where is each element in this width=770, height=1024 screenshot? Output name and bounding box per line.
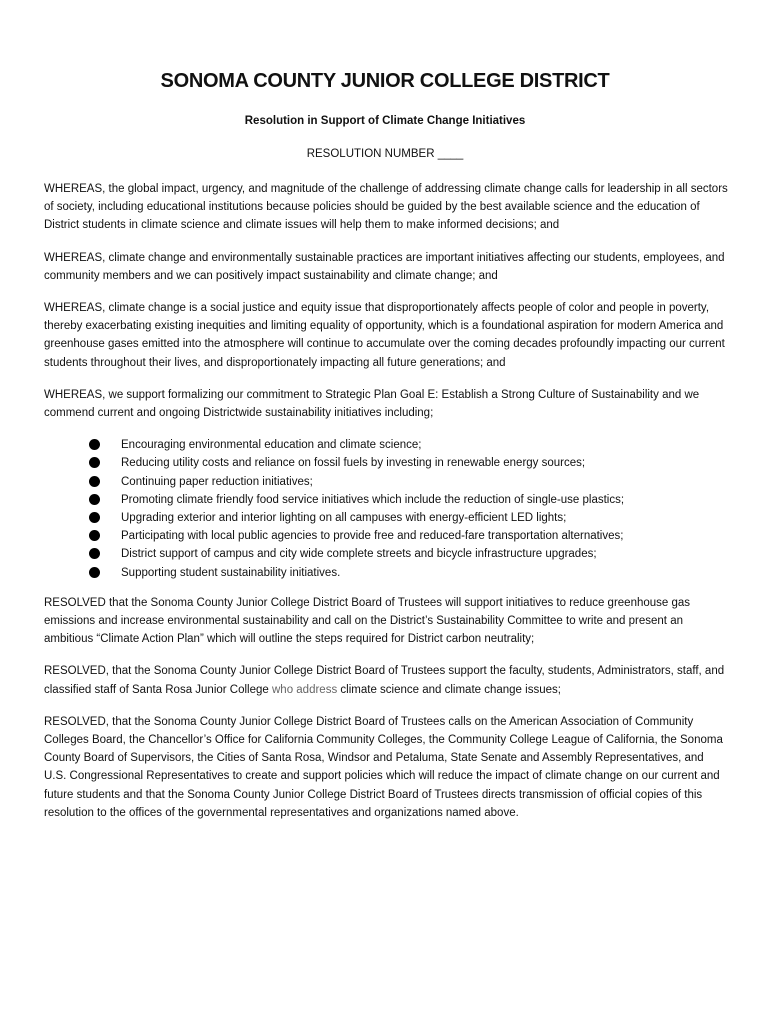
document-title: SONOMA COUNTY JUNIOR COLLEGE DISTRICT: [160, 70, 610, 92]
document-body: [44, 180, 728, 836]
list-item: [88, 454, 728, 472]
bullet-icon: [89, 567, 100, 578]
list-item-text: Promoting climate friendly food service initiatives which include the reduction of single-use plastics;: [121, 493, 625, 506]
list-item: [88, 545, 728, 563]
list-item-text: Supporting student sustainability initiatives.: [121, 566, 341, 579]
list-item-text: Continuing paper reduction initiatives;: [121, 475, 313, 488]
resolved-2-text-end: climate science and climate change issues;: [337, 683, 561, 696]
list-item-text: District support of campus and city wide complete streets and bicycle infrastructure upgrades;: [121, 548, 597, 561]
resolved-2-text-start: RESOLVED, that the Sonoma County Junior College District Board of Trustees support the faculty, students, Administrators, staff, and classified staff of Santa Rosa Junior College: [44, 665, 725, 696]
list-item-text: Reducing utility costs and reliance on fossil fuels by investing in renewable energy sources;: [121, 457, 586, 470]
bullet-icon: [89, 548, 100, 559]
resolved-2-highlight: who address: [272, 683, 338, 696]
resolved-paragraph-1: RESOLVED that the Sonoma County Junior College District Board of Trustees will support initiatives to reduce greenhouse gas emissions and increase environmental sustainability and call on the District’s Sustainability Committee to write and present an ambitious “Climate Action Plan” which will outline the steps required for District carbon neutrality;: [44, 596, 691, 646]
whereas-paragraph-3: WHEREAS, climate change is a social justice and equity issue that disproportionately affects people of color and people in poverty, thereby exacerbating existing inequities and limiting equality of opportunity, which is a foundational aspiration for modern America and greenhouse gases emitted into the atmosphere will continue to accumulate over the coming decades profoundly impacting our current students throughout their lives, and disproportionately impacting all future generations; and: [44, 302, 725, 369]
bullet-icon: [89, 457, 100, 468]
document-subtitle: Resolution in Support of Climate Change Initiatives: [244, 115, 526, 127]
bullet-icon: [89, 476, 100, 487]
list-item: [88, 491, 728, 509]
list-item: [88, 509, 728, 527]
initiatives-list: [44, 436, 728, 582]
bullet-icon: [89, 512, 100, 523]
whereas-paragraph-2: WHEREAS, climate change and environmentally sustainable practices are important initiatives affecting our students, employees, and community members and we can positively impact sustainability and climate change; and: [44, 251, 725, 282]
resolution-number: RESOLUTION NUMBER ____: [306, 148, 464, 160]
bullet-icon: [89, 494, 100, 505]
list-item: [88, 436, 728, 454]
list-item-text: Participating with local public agencies to provide free and reduced-fare transportation alternatives;: [121, 530, 624, 543]
bullet-icon: [89, 439, 100, 450]
resolved-paragraph-3: RESOLVED, that the Sonoma County Junior College District Board of Trustees calls on the American Association of Community Colleges Board, the Chancellor’s Office for California Community Colleges, the Community College League of California, the Sonoma County Board of Supervisors, the Cities of Santa Rosa, Windsor and Petaluma, State Senate and Assembly Representatives, and U.S. Congressional Representatives to create and support policies which will reduce the impact of climate change on our current and future students and that the Sonoma County Junior College District Board of Trustees directs transmission of official copies of this resolution to the offices of the governmental representatives and organizations named above.: [44, 715, 723, 819]
list-item-text: Upgrading exterior and interior lighting on all campuses with energy-efficient LED lights;: [121, 512, 567, 525]
list-item: [88, 564, 728, 582]
list-item: [88, 527, 728, 545]
resolved-paragraph-2: [44, 662, 728, 698]
list-item: [88, 473, 728, 491]
whereas-paragraph-1: WHEREAS, the global impact, urgency, and magnitude of the challenge of addressing climate change calls for leadership in all sectors of society, including educational institutions because policies should be guided by the best available science and the education of District students in climate science and climate issues will help them to make informed decisions; and: [44, 183, 728, 232]
whereas-paragraph-4: WHEREAS, we support formalizing our commitment to Strategic Plan Goal E: Establish a Strong Culture of Sustainability and we commend current and ongoing Districtwide sustainability initiatives including;: [44, 388, 700, 420]
bullet-icon: [89, 530, 100, 541]
list-item-text: Encouraging environmental education and climate science;: [121, 439, 422, 452]
